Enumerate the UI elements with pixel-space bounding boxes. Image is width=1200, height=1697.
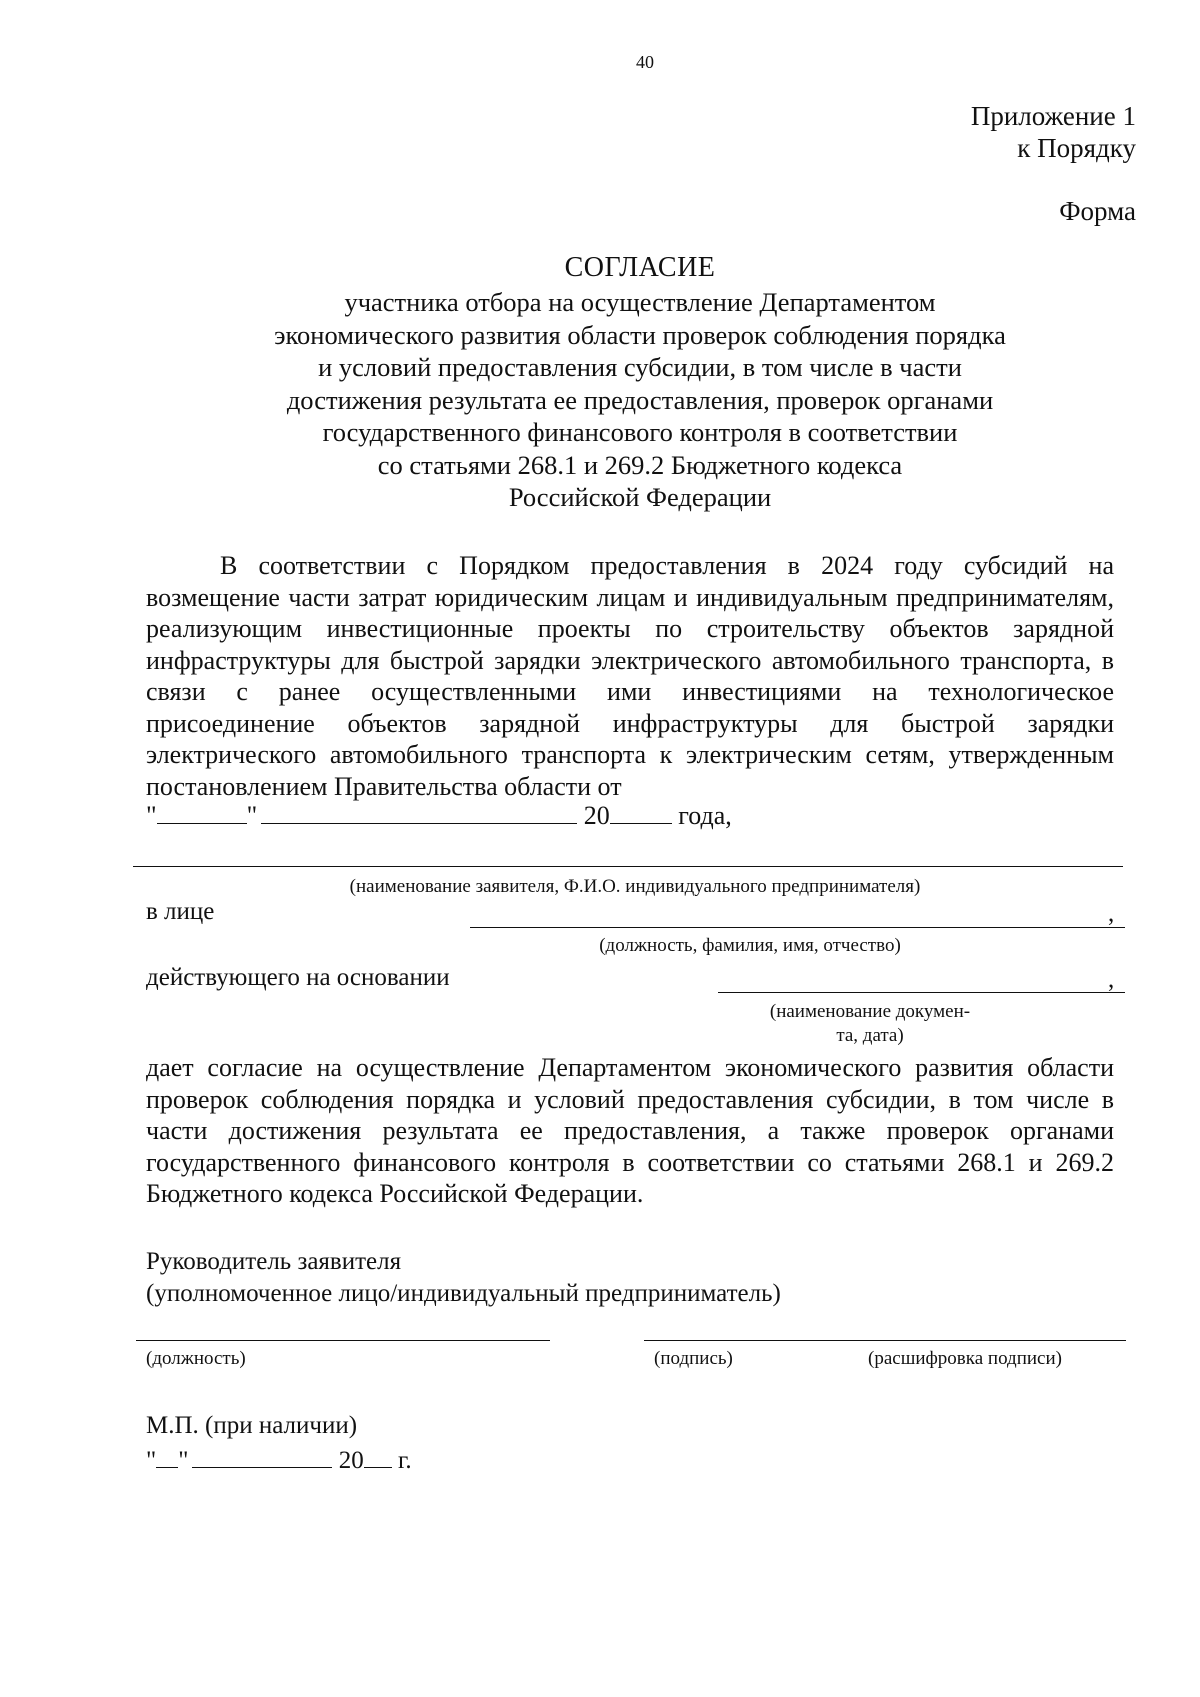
seal-month-blank[interactable]: [192, 1445, 332, 1468]
signatory-line-1: Руководитель заявителя: [146, 1248, 402, 1275]
signature-line[interactable]: [644, 1340, 1126, 1341]
position-signature-line[interactable]: [136, 1340, 550, 1341]
year-prefix: 20: [583, 801, 610, 830]
seal-year-blank[interactable]: [364, 1445, 392, 1468]
day-blank[interactable]: [157, 801, 247, 824]
seal-label: М.П. (при наличии): [146, 1412, 358, 1439]
date-suffix: года,: [678, 801, 732, 830]
basis-document-line[interactable]: [718, 992, 1125, 993]
seal-quote-close: ": [178, 1447, 189, 1474]
document-title: СОГЛАСИЕ: [564, 252, 716, 283]
consent-paragraph-block: [146, 1052, 1114, 1210]
subtitle-line-6: со статьями 268.1 и 269.2 Бюджетного кодекса: [377, 449, 903, 480]
signature-caption: (подпись): [654, 1348, 733, 1369]
position-signature-caption: (должность): [146, 1348, 246, 1369]
page-number: 40: [636, 52, 654, 72]
subtitle-line-1: участника отбора на осуществление Департаментом: [344, 287, 936, 317]
signature-decoding-caption: (расшифровка подписи): [868, 1348, 1062, 1369]
seal-date-line: [146, 1445, 412, 1475]
signatory-line-2: (уполномоченное лицо/индивидуальный предприниматель): [146, 1280, 781, 1307]
subtitle-line-4: достижения результата ее предоставления, проверок органами: [286, 384, 994, 415]
subtitle-line-3: и условий предоставления субсидии, в том числе в части: [318, 352, 962, 382]
seal-year-suffix: г.: [397, 1447, 412, 1474]
resolution-date-line: [146, 800, 766, 832]
comma-1: ,: [1108, 900, 1115, 927]
intro-paragraph: В соответствии с Порядком предоставления в 2024 году субсидий на возмещение части затрат юридическим лицам и индивидуальным предпринимателям, реализующим инвестиционные проекты по строительству объектов зарядной инфраструктуры для быстрой зарядки электрического автомобильного транспорта, в связи с ранее осуществленными ими инвестициями на технологическое присоединение объектов зарядной инфраструктуры для быстрой зарядки электрического автомобильного транспорта к электрическим сетям, утвержденным постановлением Правительства области от: [146, 551, 1114, 801]
seal-day-blank[interactable]: [156, 1445, 178, 1468]
form-label: Форма: [1059, 196, 1136, 226]
applicant-caption: (наименование заявителя, Ф.И.О. индивидуального предпринимателя): [349, 876, 921, 897]
representative-line[interactable]: [470, 927, 1125, 928]
subtitle-line-7: Российской Федерации: [508, 482, 772, 512]
seal-quote-open: ": [146, 1447, 157, 1474]
title-block: [200, 250, 1080, 514]
date-quote-open: ": [146, 801, 157, 830]
appendix-line-2: к Порядку: [1017, 133, 1136, 163]
position-caption: (должность, фамилия, имя, отчество): [599, 935, 901, 956]
applicant-name-line[interactable]: [133, 866, 1123, 867]
seal-year-prefix: 20: [338, 1447, 364, 1474]
date-quote-close: ": [246, 801, 258, 830]
subtitle-line-5: государственного финансового контроля в соответствии: [322, 417, 958, 447]
basis-label: действующего на основании: [146, 964, 450, 991]
appendix-line-1: Приложение 1: [970, 101, 1136, 131]
in-person-label: в лице: [146, 898, 215, 925]
comma-2: ,: [1108, 966, 1115, 993]
document-caption: [720, 1000, 1020, 1048]
consent-paragraph: дает согласие на осуществление Департаментом экономического развития области проверок соблюдения порядка и условий предоставления субсидии, в том числе в части достижения результата ее предоставления, а также проверок органами государственного финансового контроля в соответствии со статьями 268.1 и 269.2 Бюджетного кодекса Российской Федерации.: [146, 1053, 1114, 1208]
document-caption-line-2: та, дата): [836, 1025, 904, 1046]
document-caption-line-1: (наименование докумен-: [769, 1001, 971, 1022]
appendix-reference: [971, 100, 1136, 164]
year-blank[interactable]: [610, 801, 672, 824]
subtitle-line-2: экономического развития области проверок соблюдения порядка: [274, 319, 1006, 350]
intro-paragraph-block: [146, 550, 1114, 802]
month-blank[interactable]: [261, 801, 577, 824]
